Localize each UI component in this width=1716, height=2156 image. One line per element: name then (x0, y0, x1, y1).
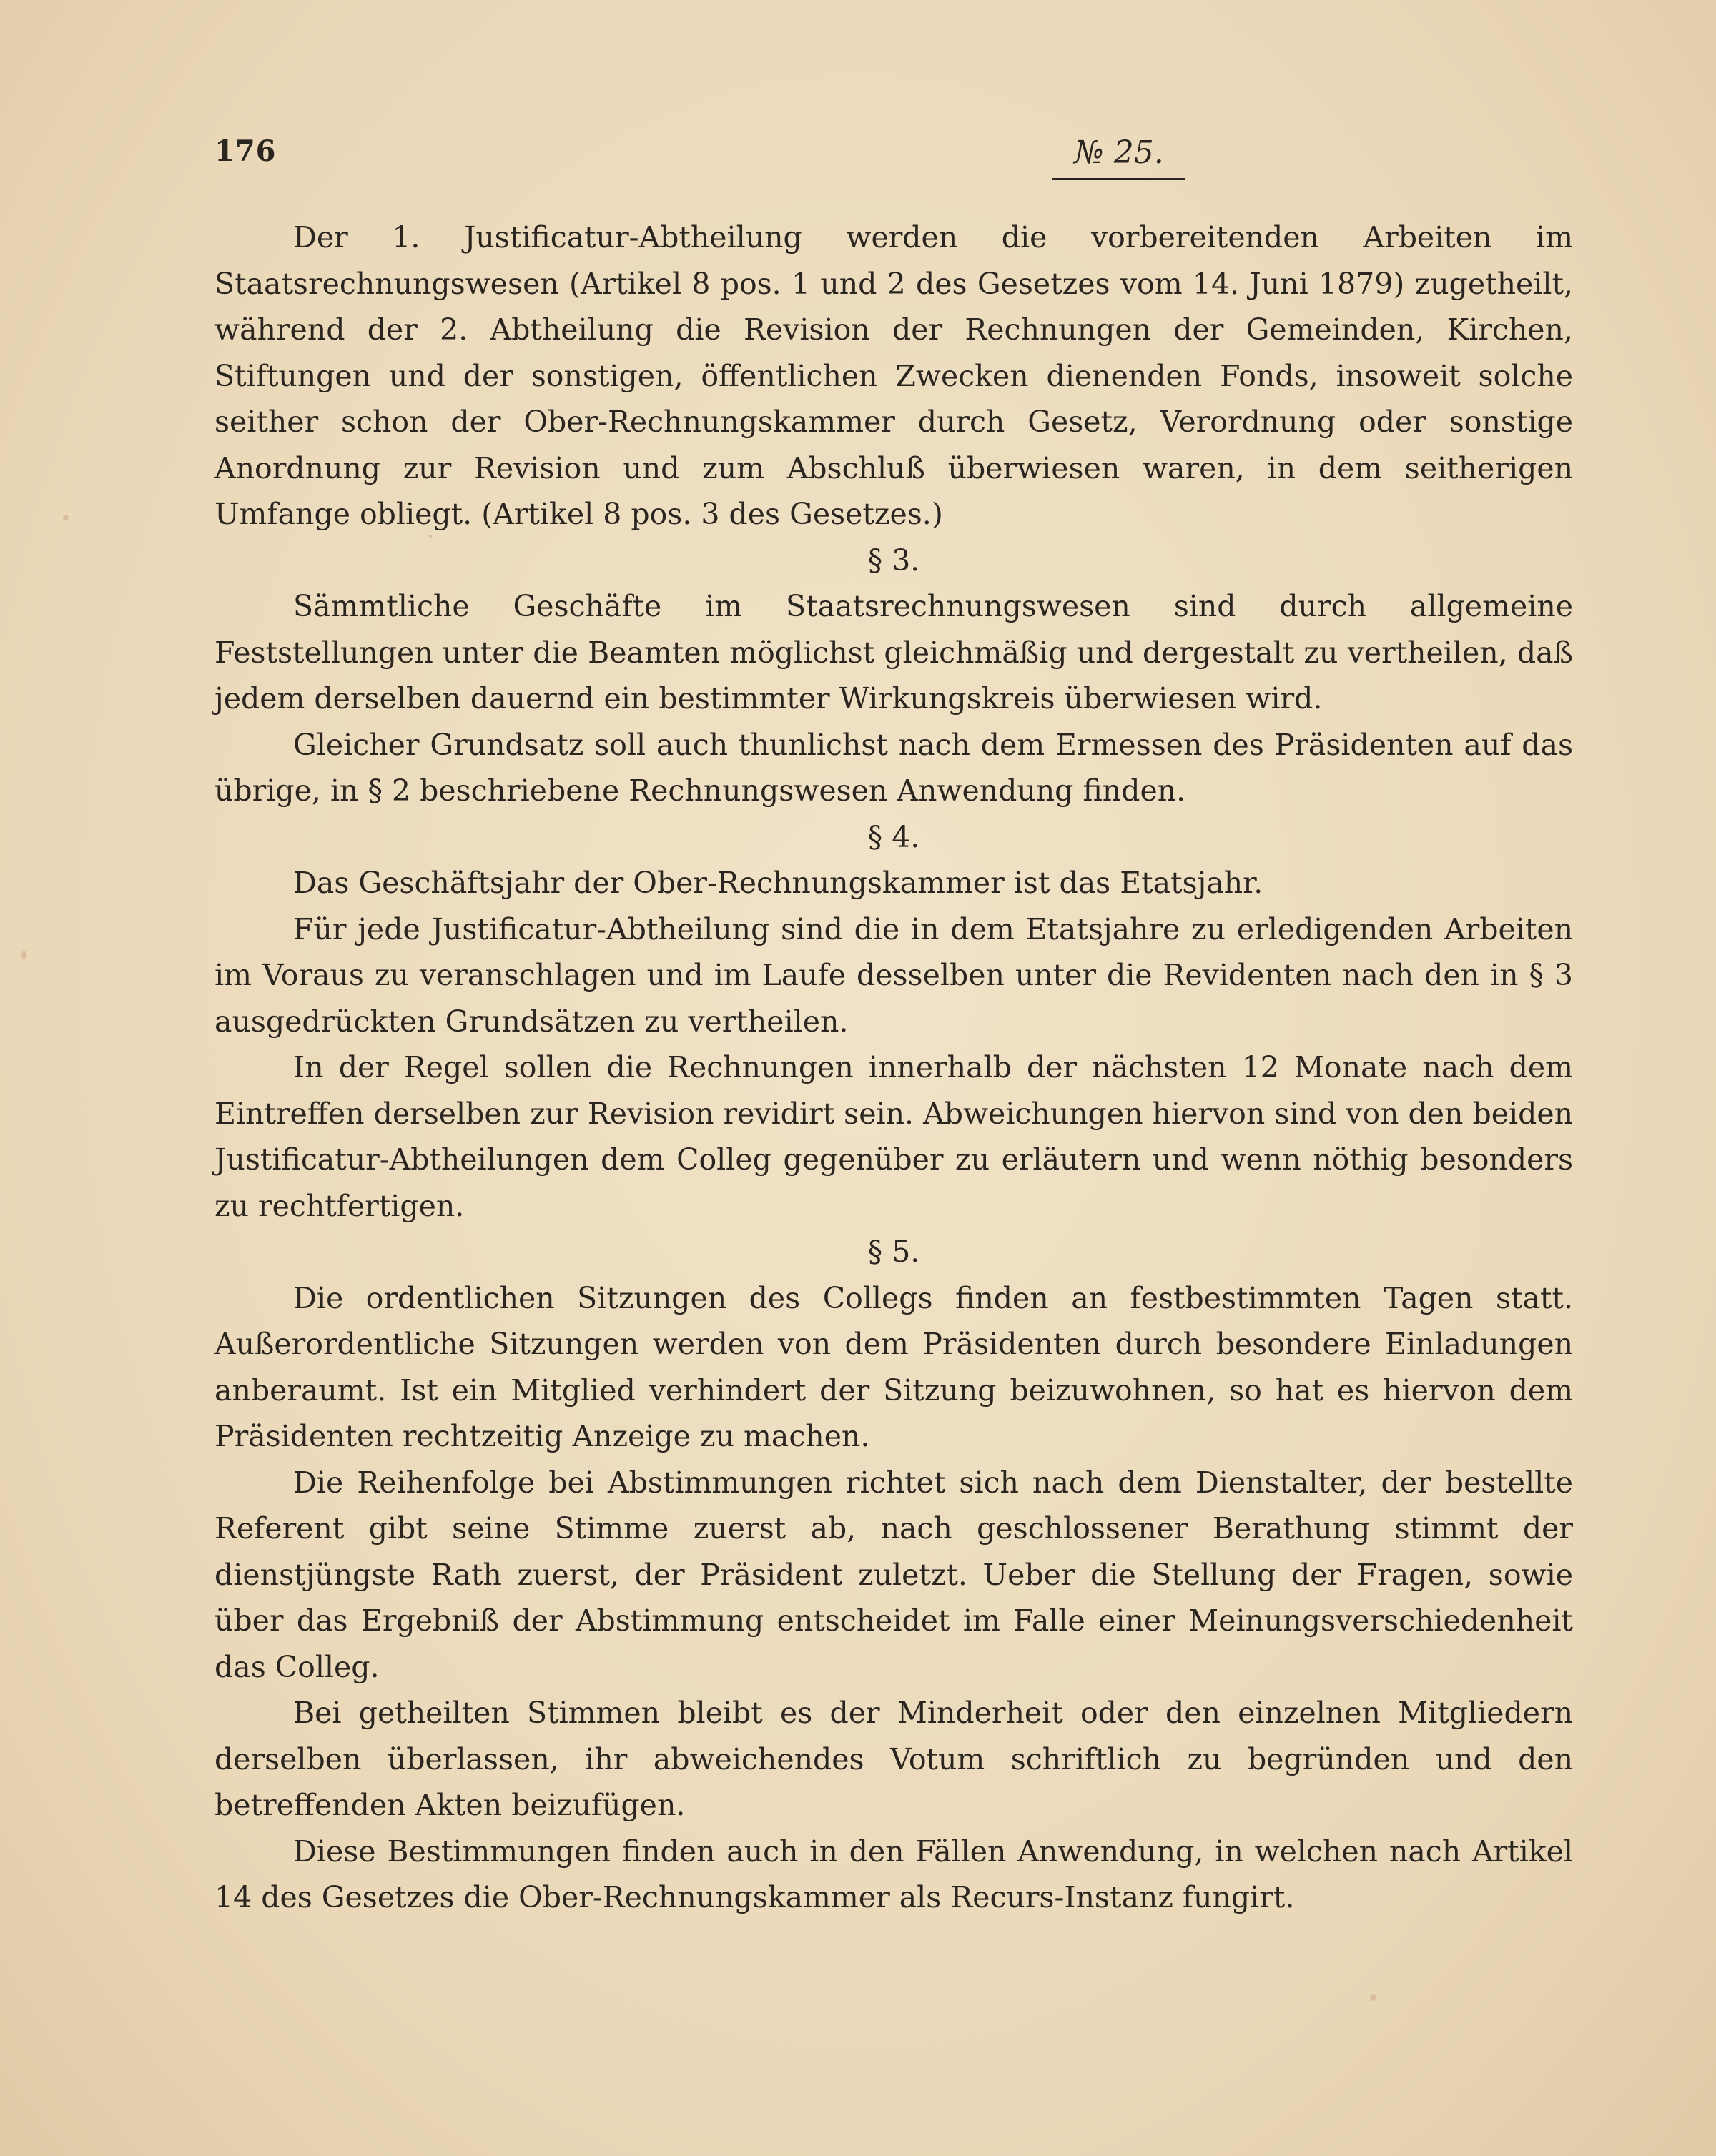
paragraph: Der 1. Justificatur-Abtheilung werden die vorbereitenden Arbeiten im Staatsrechnungswesen (Artikel 8 pos. 1 und 2 des Gesetzes vom 14. Juni 1879) zugetheilt, während der 2. Abtheilung die Revision der Rechnungen der Gemeinden, Kirchen, Stiftungen und der sonstigen, öffentlichen Zwecken dienenden Fonds, insoweit solche seither schon der Ober-Rechnungskammer durch Gesetz, Verordnung oder sonstige Anordnung zur Revision und zum Abschluß überwiesen waren, in dem seitherigen Umfange obliegt. (Artikel 8 pos. 3 des Gesetzes.) (214, 220, 1573, 531)
issue-number: № 25. (1052, 134, 1185, 180)
paper-stain (1370, 1994, 1376, 2001)
page-number: 176 (214, 134, 277, 168)
page-header (214, 134, 1580, 192)
paragraph: Das Geschäftsjahr der Ober-Rechnungskammer ist das Etatsjahr. (293, 866, 1263, 900)
paragraph: Bei getheilten Stimmen bleibt es der Minderheit oder den einzelnen Mitgliedern derselben überlassen, ihr abweichendes Votum schriftlich zu begründen und den betreffenden Akten beizufügen. (214, 1696, 1573, 1822)
paragraph: Die Reihenfolge bei Abstimmungen richtet sich nach dem Dienstalter, der bestellte Referent gibt seine Stimme zuerst ab, nach geschlossener Berathung stimmt der dienstjüngste Rath zuerst, der Präsident zuletzt. Ueber die Stellung der Fragen, sowie über das Ergebniß der Abstimmung entscheidet im Falle einer Meinungsverschiedenheit das Colleg. (214, 1465, 1573, 1684)
section-heading: § 3. (867, 543, 920, 578)
paragraph: Für jede Justificatur-Abtheilung sind die in dem Etatsjahre zu erledigenden Arbeiten im Voraus zu veranschlagen und im Laufe desselben unter die Revidenten nach den in § 3 ausgedrückten Grundsätzen zu vertheilen. (214, 911, 1573, 1039)
paragraph: In der Regel sollen die Rechnungen innerhalb der nächsten 12 Monate nach dem Eintreffen derselben zur Revision revidirt sein. Abweichungen hiervon sind von den beiden Justificatur-Abtheilungen dem Colleg gegenüber zu erläutern und wenn nöthig besonders zu rechtfertigen. (214, 1050, 1573, 1223)
paragraph: Sämmtliche Geschäfte im Staatsrechnungswesen sind durch allgemeine Feststellungen unter die Beamten möglichst gleichmäßig und dergestalt zu vertheilen, daß jedem derselben dauernd ein bestimmter Wirkungskreis überwiesen wird. (214, 589, 1573, 716)
paper-stain (21, 951, 26, 959)
paragraph: Die ordentlichen Sitzungen des Collegs finden an festbestimmten Tagen statt. Außerordentliche Sitzungen werden von dem Präsidenten durch besondere Einladungen anberaumt. Ist ein Mitglied verhindert der Sitzung beizuwohnen, so hat es hiervon dem Präsidenten rechtzeitig Anzeige zu machen. (214, 1280, 1573, 1453)
section-heading: § 4. (867, 819, 920, 854)
body-text (214, 214, 1573, 1921)
paragraph: Diese Bestimmungen finden auch in den Fällen Anwendung, in welchen nach Artikel 14 des Gesetzes die Ober-Rechnungskammer als Recurs-Instanz fungirt. (214, 1834, 1573, 1914)
section-heading: § 5. (867, 1235, 920, 1269)
paper-stain (63, 515, 69, 520)
paragraph: Gleicher Grundsatz soll auch thunlichst nach dem Ermessen des Präsidenten auf das übrige, in § 2 beschriebene Rechnungswesen Anwendung finden. (214, 727, 1573, 808)
